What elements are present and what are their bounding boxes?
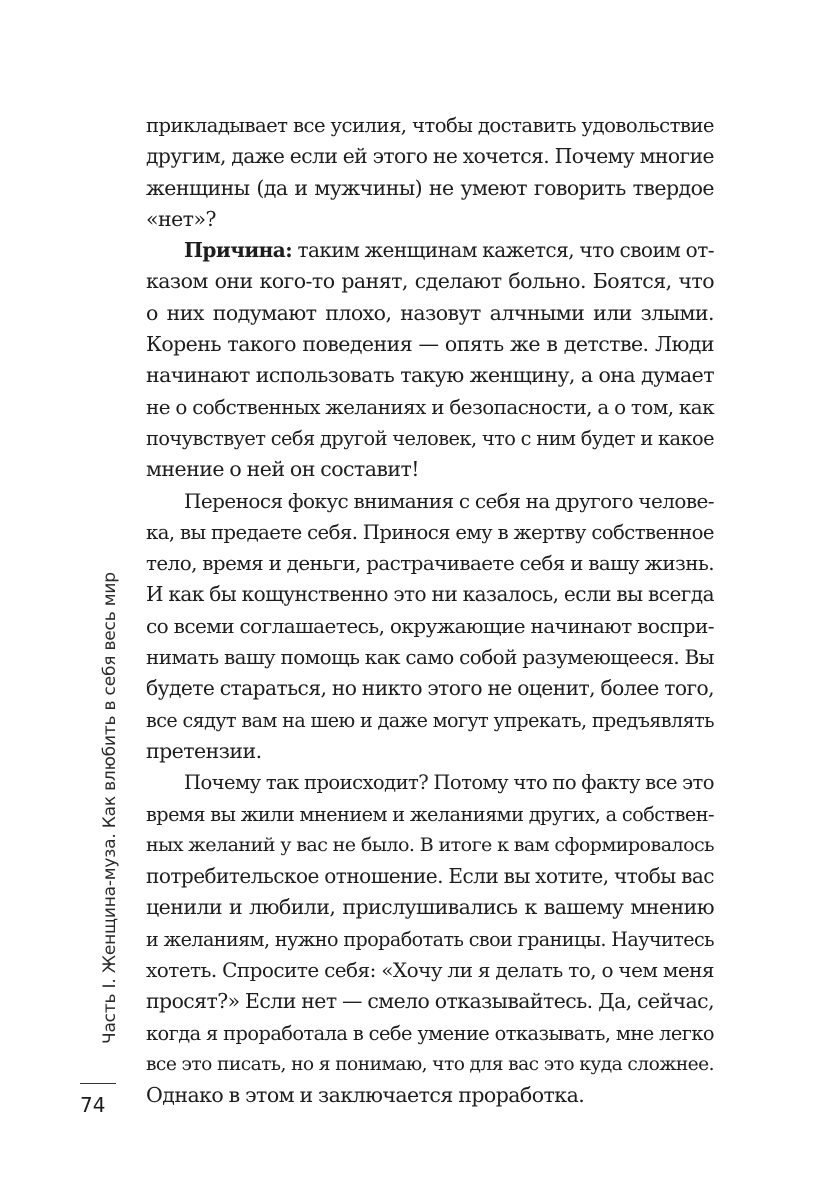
text-line: Однако в этом и заключается проработка. bbox=[146, 1083, 585, 1108]
page-number-rule bbox=[80, 1083, 116, 1084]
text-line: И как бы кощунственно это ни казалось, если вы всегда bbox=[146, 582, 714, 607]
text-line: хотеть. Спросите себя: «Хочу ли я делать то, о чем меня bbox=[146, 958, 714, 983]
text-line: Перенося фокус внимания с себя на другого челове- bbox=[184, 488, 714, 513]
text-line: о них подумают плохо, назовут алчными или злыми. bbox=[146, 300, 714, 325]
text-line: со всеми соглашаетесь, окружающие начинают воспри- bbox=[146, 613, 714, 638]
text-line: и желаниям, нужно проработать свои границы. Научитесь bbox=[146, 927, 714, 951]
text-line: просят?» Если нет — смело отказывайтесь. Да, сейчас, bbox=[146, 989, 714, 1014]
text-line: все это писать, но я понимаю, что для вас это куда сложнее. bbox=[146, 1053, 714, 1075]
text-line: мнение о ней он составит! bbox=[146, 457, 419, 482]
text-line: нимать вашу помощь как само собой разумеющееся. Вы bbox=[146, 646, 714, 670]
paragraph bbox=[146, 486, 714, 768]
paragraph bbox=[146, 767, 714, 1111]
body-text bbox=[146, 110, 714, 1112]
text-line: начинают использовать такую женщину, а она думает bbox=[146, 363, 714, 388]
text-line: женщины (да и мужчины) не умеют говорить твердое bbox=[146, 175, 714, 200]
text-line: «нет»? bbox=[146, 206, 216, 231]
page-number: 74 bbox=[80, 1093, 106, 1117]
paragraph bbox=[146, 110, 714, 235]
text-line: прикладывает все усилия, чтобы доставить удовольствие bbox=[146, 114, 714, 137]
text-line: ных желаний у вас не было. В итоге к вам сформировалось bbox=[146, 833, 714, 856]
paragraph bbox=[146, 235, 714, 485]
text-line: не о собственных желаниях и безопасности, а о том, как bbox=[146, 395, 714, 419]
text-line: почувствует себя другой человек, что с ним будет и какое bbox=[146, 426, 714, 450]
text-line: тело, время и деньги, растрачиваете себя и вашу жизнь. bbox=[146, 552, 714, 576]
text-line: Почему так происходит? Потому что по факту все это bbox=[184, 771, 714, 795]
running-head: Часть I. Женщина-муза. Как влюбить в себя весь мир bbox=[100, 572, 120, 1044]
text-line: будете стараться, но никто этого не оценит, более того, bbox=[146, 676, 714, 701]
text-line: потребительское отношение. Если вы хотите, чтобы вас bbox=[146, 864, 714, 889]
text-line: другим, даже если ей этого не хочется. Почему многие bbox=[146, 144, 714, 169]
text-line: все сядут вам на шею и даже могут упрекать, предъявлять bbox=[146, 708, 714, 732]
text-line: когда я проработала в себе умение отказывать, мне легко bbox=[146, 1021, 714, 1045]
text-line: время вы жили мнением и желаниями других, а собствен- bbox=[146, 802, 714, 826]
text-line: Корень такого поведения — опять же в детстве. Люди bbox=[146, 332, 714, 357]
text-fragment: таким женщинам кажется, что своим от- bbox=[292, 238, 714, 263]
text-line bbox=[146, 235, 714, 266]
text-line: ка, вы предаете себя. Принося ему в жертву собственное bbox=[146, 520, 714, 544]
bold-lead: Причина: bbox=[184, 238, 293, 263]
text-line: казом они кого-то ранят, сделают больно. Боятся, что bbox=[146, 269, 714, 294]
text-line: ценили и любили, прислушивались к вашему мнению bbox=[146, 895, 714, 920]
text-line: претензии. bbox=[146, 738, 262, 763]
